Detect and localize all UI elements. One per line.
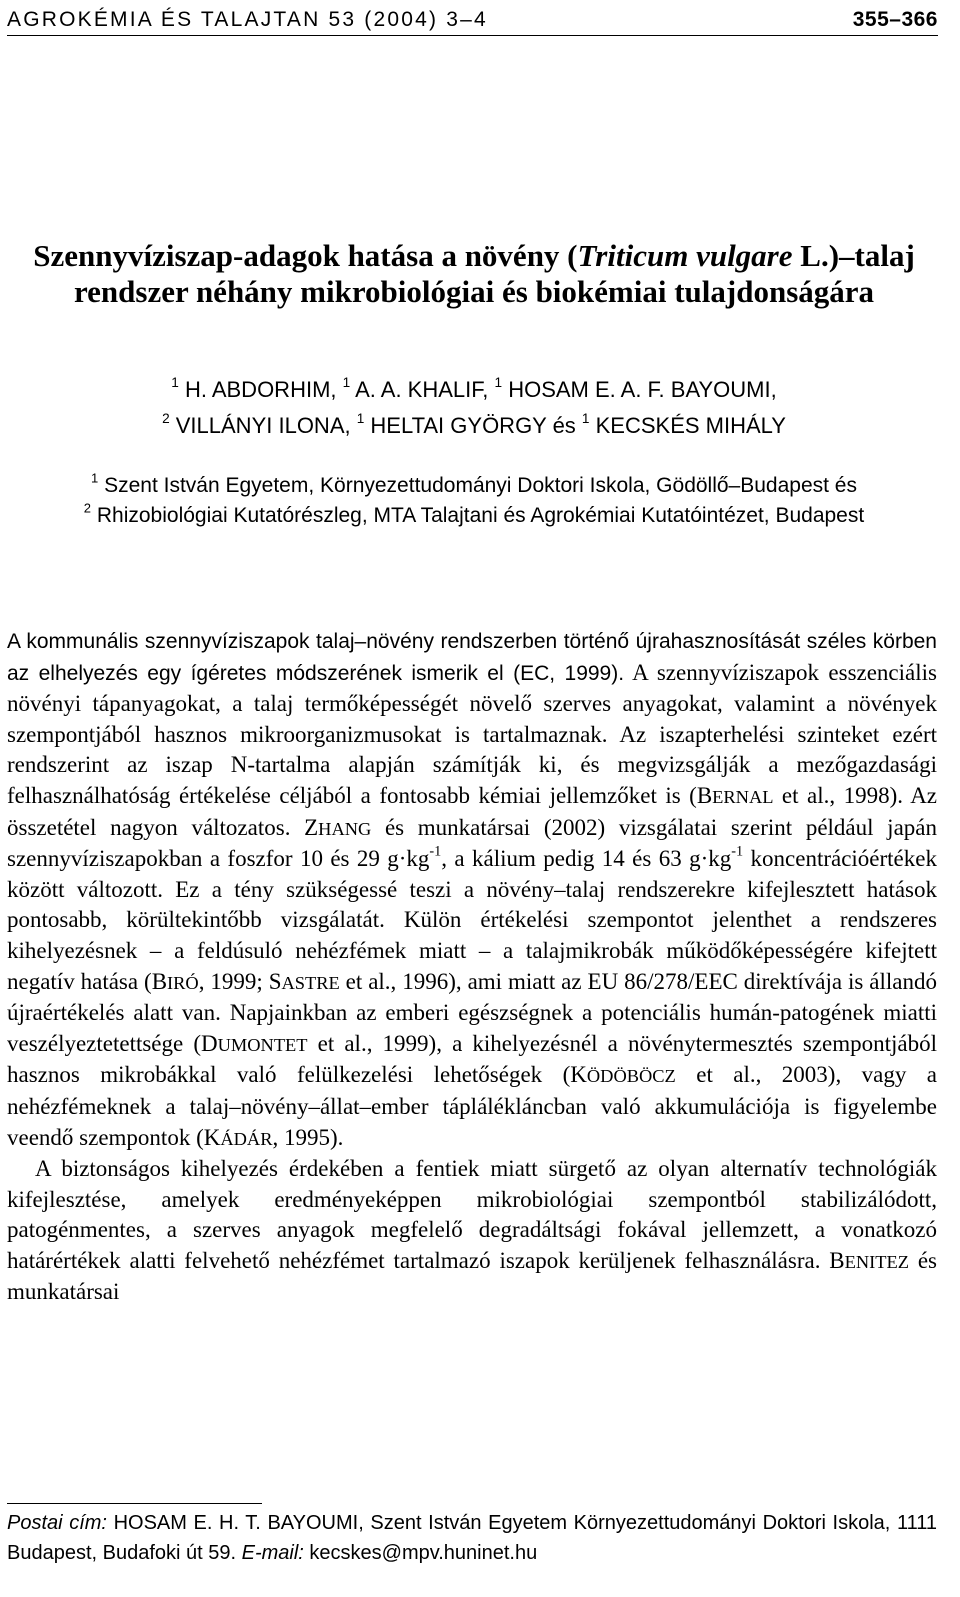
citation-initial: K	[570, 1062, 587, 1088]
unit-exponent: -1	[429, 843, 442, 860]
author-name: HOSAM E. A. F. BAYOUMI,	[502, 377, 777, 402]
body-text: et al., 1999), a kihelyezésnél a növénytermesztés szempontjából hasznos mikrobákkal való felülkezelési lehetőségek (	[7, 1030, 937, 1088]
citation-initial: S	[268, 968, 282, 994]
body-text: et al., 1998). Az összetétel nagyon változatos.	[7, 782, 938, 840]
citation-initial: B	[151, 968, 168, 994]
body-text: et al., 2003), vagy a nehézfémeknek a talaj–növény–állat–ember táplálékláncban való akkumulációja is figyelembe veendő szempontok (	[7, 1062, 937, 1150]
citation-initial: B	[696, 782, 713, 808]
citation-name-smallcaps: IRÓ	[167, 972, 199, 993]
footnote-label: Postai cím:	[7, 1512, 107, 1534]
citation-initial: K	[203, 1124, 221, 1150]
author-name: A. A. KHALIF,	[350, 377, 495, 402]
footnote-address-text: HOSAM E. H. T. BAYOUMI, Szent István Egyetem Környezettudományi Doktori Iskola, 1111 Budapest, Budafoki út 59.	[7, 1512, 937, 1564]
body-text: koncentrációértékek között változott. Ez a tény szükségessé teszi a növény–talaj rendszerekre kifejlesztett hatások pontosabb, körültekintőbb vizsgálatát. Külön értékelési szempontot jelenthet a rendszeres kihelyezésnek – a feldúsuló nehézfémek miatt – a talajmikrobák működőképességére kifejtett negatív hatása (	[7, 846, 937, 994]
author-name: KECSKÉS MIHÁLY	[589, 413, 786, 438]
footnote-email-label: E-mail:	[241, 1542, 304, 1564]
title-part-1: Szennyvíziszap-adagok hatása a növény (	[33, 238, 578, 273]
affiliation-2	[10, 501, 938, 531]
article-title	[10, 238, 938, 310]
body-text: , 1999;	[198, 968, 269, 994]
body-text: A biztonságos kihelyezés érdekében a fentiek miatt sürgető az olyan alternatív technológiák kifejlesztése, amelyek eredményeképpen mikrobiológiai szempontból stabilizálódott, patogénmentes, a szerves anyagok megfelelő degradáltsági fokával jellemzett, a vonatkozó határértékek alatti felvehető nehézfémet tartalmazó iszapok kerüljenek felhasználásra.	[7, 1156, 937, 1273]
citation-name-smallcaps: UMONTET	[217, 1034, 308, 1055]
citation-initial: D	[201, 1030, 218, 1056]
body-text: és munkatársai (2002) vizsgálatai szerint például japán szennyvíziszapokban a foszfor 10 és 29 g·kg	[7, 814, 937, 872]
citation-name-smallcaps: ÁDÁR	[220, 1128, 273, 1149]
citation-name-smallcaps: HANG	[318, 818, 372, 839]
author-name: HELTAI GYÖRGY és	[364, 413, 582, 438]
footnote-rule	[7, 1503, 262, 1504]
article-body	[7, 626, 937, 1308]
author-affil-mark: 2	[162, 410, 170, 426]
author-affil-mark: 1	[171, 374, 179, 390]
body-paragraph-2	[7, 1154, 937, 1308]
body-paragraph-1	[7, 626, 937, 1154]
author-affil-mark: 1	[356, 410, 365, 426]
author-list	[10, 372, 938, 444]
page-range: 355–366	[852, 8, 938, 31]
author-line-1	[10, 372, 938, 408]
citation-name-smallcaps: ÖDÖBÖCZ	[586, 1066, 676, 1087]
footnote-address	[7, 1508, 937, 1568]
body-text: A szennyvíziszapok esszenciális növényi tápanyagokat, a talaj termőképességét növelő szerves anyagokat, valamint a növények szempontjából hasznos mikroorganizmusokat is tartalmaznak. Az iszapterhelési szinteket ezért rendszerint az iszap N-tartalma alapján számítják ki, és megvizsgálják a mezőgazdasági felhasználhatóság értékelése céljából a fontosabb kémiai jellemzőket is (	[7, 659, 937, 808]
author-name: H. ABDORHIM,	[178, 377, 343, 402]
title-species: Triticum vulgare	[577, 238, 793, 273]
citation-initial: Z	[304, 814, 319, 840]
affiliations	[10, 471, 938, 531]
affiliation-1	[10, 471, 938, 501]
citation-name-smallcaps: ENITEZ	[844, 1251, 909, 1272]
affiliation-text: Rhizobiológiai Kutatórészleg, MTA Talajtani és Agrokémiai Kutatóintézet, Budapest	[91, 504, 865, 527]
body-text: et al., 1996), ami miatt az EU 86/278/EEC direktívája is állandó újraértékelés alatt van. Napjainkban az emberi egészségnek a potenciális humán-patogének miatti veszélyeztetettsége (	[7, 968, 938, 1056]
running-header	[7, 2, 938, 32]
body-text: , a kálium pedig 14 és 63 g·kg	[441, 846, 732, 872]
abstract-sentence: A kommunális szennyvíziszapok talaj–növény rendszerben történő újrahasznosítását széles körben az elhelyezés egy ígéretes módszerének ismerik el (EC, 1999).	[7, 630, 937, 685]
body-text: és munkatársai	[7, 1247, 937, 1305]
unit-exponent: -1	[731, 843, 744, 860]
affiliation-mark: 1	[91, 470, 99, 486]
citation-initial: B	[829, 1247, 845, 1273]
citation-name-smallcaps: ASTRE	[281, 972, 340, 993]
author-line-2	[10, 408, 938, 444]
citation-name-smallcaps: ERNAL	[712, 786, 774, 807]
affiliation-mark: 2	[83, 500, 92, 516]
author-affil-mark: 1	[342, 374, 351, 390]
body-text: , 1995).	[272, 1124, 344, 1150]
affiliation-text: Szent István Egyetem, Környezettudományi Doktori Iskola, Gödöllő–Budapest és	[98, 474, 857, 497]
title-part-2: L.)–talaj rendszer néhány mikrobiológiai és biokémiai tulajdonságára	[73, 238, 915, 309]
author-affil-mark: 1	[494, 374, 503, 390]
author-affil-mark: 1	[581, 410, 590, 426]
header-rule	[7, 35, 938, 36]
footnote-email: kecskes@mpv.huninet.hu	[303, 1542, 538, 1564]
journal-citation: AGROKÉMIA ÉS TALAJTAN 53 (2004) 3–4	[7, 8, 488, 31]
author-name: VILLÁNYI ILONA,	[169, 413, 357, 438]
